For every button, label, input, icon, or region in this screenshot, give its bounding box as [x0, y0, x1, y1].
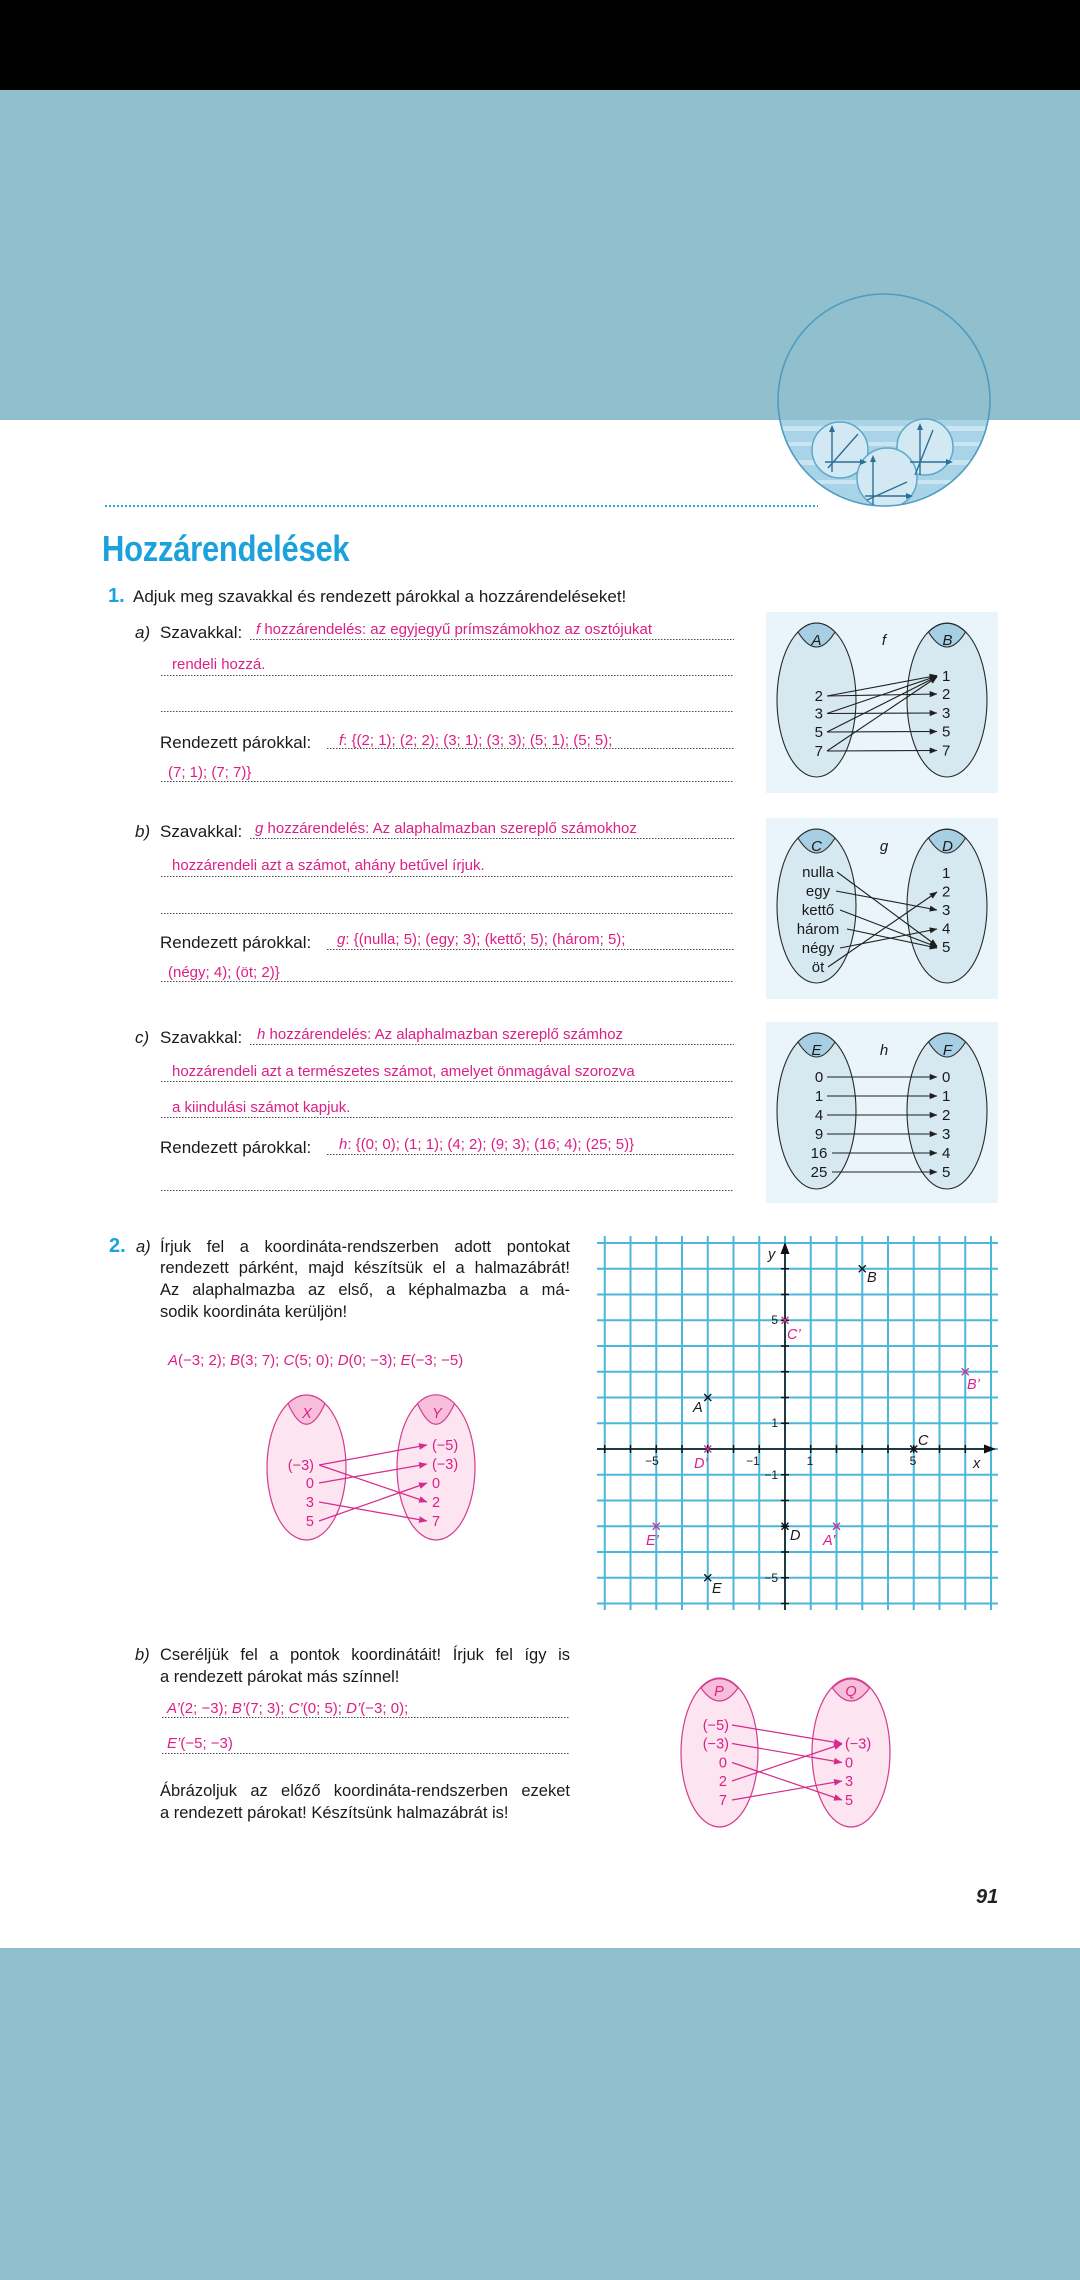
part-b-words-answer-1: [255, 821, 637, 836]
domain-element: 7: [718, 1793, 727, 1809]
x-axis-label: x: [973, 1456, 981, 1472]
point-label: C: [918, 1433, 929, 1449]
part-c-pairs-label: Rendezett párokkal:: [160, 1137, 312, 1157]
point-coords: (0; −3);: [348, 1351, 401, 1369]
codomain-set-label: Y: [432, 1406, 442, 1422]
page-title: Hozzárendelések: [102, 528, 350, 569]
codomain-set-label: D: [942, 838, 953, 855]
exercise-2b-instruction-line: a rendezett párokat! Készítsünk halmazábrát is!: [160, 1803, 509, 1822]
domain-element: nulla: [802, 864, 834, 881]
domain-element: 25: [810, 1164, 828, 1181]
codomain-element: 0: [942, 1069, 951, 1086]
codomain-element: 1: [942, 668, 951, 685]
point-label: D’: [694, 1456, 708, 1472]
domain-element: 0: [305, 1476, 314, 1492]
codomain-element: 5: [942, 1164, 951, 1181]
codomain-element: 4: [942, 920, 951, 938]
part-c-pairs-answer-1: [339, 1137, 634, 1152]
codomain-element: (−3): [432, 1457, 459, 1473]
header-illustration-icon: [770, 420, 1000, 512]
part-c-words-answer-3: a kiindulási számot kapjuk.: [172, 1099, 351, 1116]
codomain-element: (−3): [845, 1736, 872, 1753]
function-name: f: [256, 620, 261, 638]
point-coords: (0; 5);: [302, 1699, 347, 1717]
answer-line: [327, 949, 734, 950]
part-a-pairs-label: Rendezett párokkal:: [160, 732, 312, 752]
answer-line: [250, 838, 734, 839]
function-name: f: [339, 731, 344, 749]
domain-element: egy: [805, 883, 831, 900]
domain-element: 4: [814, 1107, 824, 1124]
domain-element: három: [796, 921, 840, 938]
answer-text: hozzárendelés: Az alaphalmazban szereplő számhoz: [265, 1025, 624, 1043]
exercise-1-number: 1.: [108, 585, 125, 607]
domain-element: négy: [801, 940, 835, 957]
answer-line: [162, 1717, 570, 1718]
answer-line: [327, 1154, 734, 1155]
domain-element: 0: [718, 1755, 727, 1772]
codomain-set-label: B: [942, 632, 953, 649]
y-tick-label: 5: [771, 1313, 778, 1327]
domain-element: kettő: [801, 902, 835, 919]
exercise-2a-label: a): [136, 1237, 151, 1256]
domain-element: 9: [814, 1126, 824, 1143]
part-b-pairs-label: Rendezett párokkal:: [160, 932, 312, 952]
codomain-element: 2: [942, 883, 951, 901]
exercise-2b-instruction-line: Ábrázoljuk az előző koordináta-rendszerben ezeket: [160, 1782, 570, 1800]
answer-line: [162, 1753, 570, 1754]
exercise-2a-text-line: rendezett párként, majd készítsük el a halmazábrát!: [160, 1259, 570, 1277]
point-label: C’: [787, 1327, 801, 1343]
answer-line: [161, 711, 734, 712]
y-tick-label: 1: [771, 1416, 778, 1430]
exercise-2a-text-line: Az alaphalmazba az első, a képhalmazba a má-: [160, 1280, 570, 1299]
codomain-element: 2: [432, 1495, 441, 1511]
point-coords: (2; −3);: [179, 1699, 232, 1717]
part-c-words-answer-1: [257, 1027, 623, 1042]
answer-line: [161, 675, 734, 676]
point-name: D’: [346, 1699, 361, 1717]
domain-set-label: P: [714, 1684, 724, 1700]
answer-line: [250, 1044, 734, 1045]
function-label: f: [881, 632, 887, 649]
answer-line: [250, 639, 734, 640]
part-b-words-label: Szavakkal:: [160, 821, 243, 841]
x-tick-label: −5: [645, 1454, 659, 1468]
domain-element: (−3): [702, 1736, 729, 1753]
part-a-label: a): [135, 622, 151, 642]
answer-line: [161, 1117, 734, 1118]
codomain-element: 3: [845, 1774, 854, 1790]
codomain-element: 2: [942, 686, 951, 703]
codomain-element: 5: [942, 723, 951, 741]
mapping-diagram-pq: [676, 1672, 898, 1832]
point-coords: (5; 0);: [294, 1351, 338, 1369]
codomain-element: 7: [432, 1514, 441, 1530]
x-tick-label: 5: [909, 1454, 917, 1468]
domain-element: 5: [305, 1514, 314, 1530]
answer-line: [161, 981, 734, 982]
exercise-2a-text-line: sodik koordináta kerüljön!: [160, 1303, 348, 1321]
mapping-diagram-h: [766, 1022, 998, 1203]
header-divider: [105, 505, 818, 507]
point-label: B: [867, 1270, 877, 1286]
point-coords: (−3; 0);: [360, 1699, 409, 1717]
domain-element: 5: [814, 724, 823, 741]
answer-line: [161, 1081, 734, 1082]
codomain-element: 5: [845, 1793, 854, 1809]
answer-line: [161, 781, 734, 782]
answer-text: hozzárendelés: az egyjegyű prímszámokhoz az osztójukat: [260, 620, 653, 638]
codomain-set-label: Q: [845, 1684, 857, 1700]
part-b-pairs-answer-2: (négy; 4); (öt; 2)}: [168, 963, 280, 981]
domain-element: 7: [814, 743, 823, 760]
domain-element: 2: [814, 688, 823, 705]
exercise-2a-text-line: Írjuk fel a koordináta-rendszerben adott pontokat: [160, 1237, 570, 1256]
codomain-set-label: F: [942, 1042, 953, 1059]
codomain-element: 5: [942, 939, 951, 956]
answer-line: [161, 876, 734, 877]
codomain-element: 7: [942, 742, 951, 760]
exercise-1-prompt: Adjuk meg szavakkal és rendezett párokkal a hozzárendeléseket!: [133, 586, 627, 606]
function-label: h: [879, 1042, 889, 1059]
swapped-points-line-2: [167, 1736, 233, 1751]
part-c-label: c): [135, 1027, 150, 1047]
point-name: D: [337, 1351, 349, 1369]
domain-element: (−3): [287, 1458, 314, 1474]
part-b-label: b): [135, 821, 151, 841]
codomain-element: 3: [942, 705, 951, 722]
part-a-words-answer-1: [256, 622, 652, 637]
codomain-element: 3: [942, 1126, 951, 1143]
codomain-element: 4: [942, 1145, 951, 1162]
domain-element: 0: [814, 1069, 824, 1086]
answer-line: [161, 1190, 734, 1191]
mapping-diagram-xy: [262, 1390, 482, 1545]
domain-element: 1: [814, 1088, 824, 1105]
domain-set-label: C: [811, 838, 822, 855]
domain-set-label: X: [302, 1406, 312, 1422]
exercise-2b-label: b): [135, 1645, 150, 1664]
domain-set-label: E: [811, 1042, 822, 1059]
function-name: h: [257, 1025, 266, 1043]
x-tick-label: −1: [746, 1454, 760, 1468]
answer-text: : {(nulla; 5); (egy; 3); (kettő; 5); (három; 5);: [345, 930, 626, 948]
point-name: A’: [167, 1699, 180, 1717]
function-name: g: [337, 930, 346, 948]
domain-set-label: A: [811, 632, 822, 649]
page-number: 91: [976, 1886, 999, 1908]
part-c-words-label: Szavakkal:: [160, 1027, 243, 1047]
point-label: A: [693, 1400, 703, 1416]
mapping-diagram-f: [766, 612, 998, 793]
point-label: E: [712, 1581, 722, 1597]
part-b-pairs-answer-1: [337, 932, 625, 947]
point-label: D: [790, 1528, 801, 1544]
domain-element: (−5): [702, 1718, 729, 1734]
mapping-diagram-g: [766, 818, 998, 999]
part-c-words-answer-2: hozzárendeli azt a természetes számot, amelyet önmagával szorozva: [172, 1062, 635, 1080]
point-name: A: [168, 1351, 179, 1369]
y-tick-label: −5: [764, 1571, 778, 1585]
domain-element: 2: [718, 1774, 727, 1790]
swapped-points-line-1: [167, 1701, 408, 1716]
part-a-words-answer-2: rendeli hozzá.: [172, 655, 266, 673]
y-tick-label: −1: [764, 1468, 778, 1482]
point-name: B: [230, 1351, 241, 1369]
point-label: A’: [823, 1533, 836, 1549]
codomain-element: 2: [942, 1107, 951, 1124]
point-name: B’: [231, 1699, 246, 1717]
point-name: C’: [288, 1699, 303, 1717]
answer-text: : {(2; 1); (2; 2); (3; 1); (3; 3); (5; 1); (5; 5);: [343, 731, 613, 749]
codomain-element: (−5): [432, 1438, 459, 1454]
exercise-2-number: 2.: [109, 1235, 126, 1257]
point-label: E’: [646, 1533, 659, 1549]
codomain-element: 3: [942, 902, 951, 919]
domain-element: 3: [814, 705, 823, 723]
part-a-pairs-answer-1: [339, 733, 612, 748]
domain-element: 16: [810, 1145, 828, 1162]
answer-line: [161, 913, 734, 914]
codomain-element: 1: [942, 1088, 951, 1105]
codomain-element: 0: [432, 1476, 441, 1492]
point-name: E: [400, 1351, 411, 1369]
codomain-element: 1: [942, 865, 951, 882]
top-black-bar: [0, 0, 1080, 90]
x-tick-label: 1: [806, 1454, 814, 1468]
given-points-list: [168, 1353, 463, 1368]
coordinate-grid: [590, 1228, 1005, 1618]
answer-text: : {(0; 0); (1; 1); (4; 2); (9; 3); (16; 4); (25; 5)}: [347, 1135, 635, 1153]
point-coords: (7; 3);: [245, 1699, 289, 1717]
codomain-element: 0: [845, 1755, 854, 1772]
exercise-2b-text-line: Cseréljük fel a pontok koordinátáit! Írjuk fel így is: [160, 1645, 570, 1664]
part-a-pairs-answer-2: (7; 1); (7; 7)}: [168, 763, 252, 781]
function-name: h: [339, 1135, 348, 1153]
domain-element: 3: [305, 1495, 314, 1511]
function-name: g: [255, 819, 264, 837]
point-coords: (−3; 2);: [178, 1351, 231, 1369]
function-label: g: [879, 838, 889, 855]
answer-text: hozzárendelés: Az alaphalmazban szereplő számokhoz: [263, 819, 637, 837]
point-coords: (−5; −3): [180, 1734, 233, 1752]
part-a-words-label: Szavakkal:: [160, 622, 243, 642]
part-b-words-answer-2: hozzárendeli azt a számot, ahány betűvel írjuk.: [172, 856, 485, 874]
point-name: E’: [167, 1734, 181, 1752]
y-axis-label: y: [768, 1247, 776, 1263]
point-name: C: [283, 1351, 295, 1369]
point-coords: (−3; −5): [410, 1351, 464, 1369]
point-coords: (3; 7);: [240, 1351, 284, 1369]
domain-element: öt: [811, 959, 825, 976]
exercise-2b-text-line: a rendezett párokat más színnel!: [160, 1667, 400, 1686]
point-label: B’: [967, 1377, 980, 1393]
